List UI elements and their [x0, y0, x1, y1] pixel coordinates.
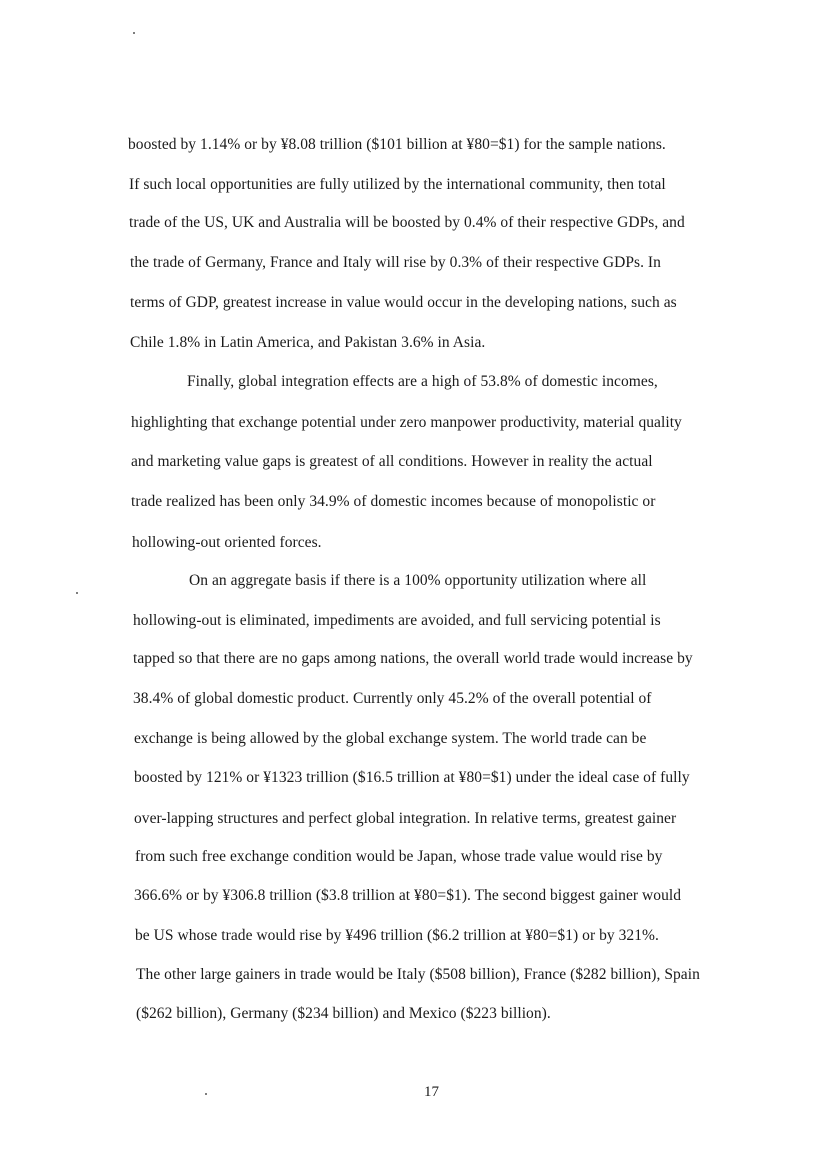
text-line: On an aggregate basis if there is a 100% opportunity utilization where all — [189, 572, 647, 589]
scan-speck — [205, 1093, 207, 1095]
scan-speck — [133, 32, 135, 34]
text-line: over-lapping structures and perfect global integration. In relative terms, greatest gainer — [134, 810, 677, 827]
text-line: boosted by 121% or ¥1323 trillion ($16.5 trillion at ¥80=$1) under the ideal case of fully — [134, 769, 690, 786]
text-line: ($262 billion), Germany ($234 billion) and Mexico ($223 billion). — [136, 1005, 551, 1022]
text-line: trade realized has been only 34.9% of domestic incomes because of monopolistic or — [131, 493, 656, 510]
text-line: from such free exchange condition would be Japan, whose trade value would rise by — [135, 848, 663, 865]
text-line: be US whose trade would rise by ¥496 trillion ($6.2 trillion at ¥80=$1) or by 321%. — [135, 927, 659, 944]
text-line: trade of the US, UK and Australia will be boosted by 0.4% of their respective GDPs, and — [129, 214, 685, 231]
text-line: and marketing value gaps is greatest of all conditions. However in reality the actual — [131, 453, 653, 470]
scan-speck — [76, 592, 78, 594]
text-line: highlighting that exchange potential under zero manpower productivity, material quality — [131, 414, 682, 431]
text-line: 366.6% or by ¥306.8 trillion ($3.8 trillion at ¥80=$1). The second biggest gainer would — [134, 887, 682, 904]
page-number: 17 — [424, 1084, 439, 1100]
text-line: the trade of Germany, France and Italy will rise by 0.3% of their respective GDPs. In — [130, 254, 661, 271]
text-line: hollowing-out is eliminated, impediments are avoided, and full servicing potential is — [133, 612, 661, 629]
text-line: exchange is being allowed by the global exchange system. The world trade can be — [134, 730, 647, 747]
text-line: boosted by 1.14% or by ¥8.08 trillion ($101 billion at ¥80=$1) for the sample nations. — [128, 136, 666, 153]
text-line: Chile 1.8% in Latin America, and Pakistan 3.6% in Asia. — [130, 334, 486, 351]
text-line: If such local opportunities are fully utilized by the international community, then total — [129, 176, 666, 193]
text-line: terms of GDP, greatest increase in value would occur in the developing nations, such as — [130, 294, 677, 311]
text-line: hollowing-out oriented forces. — [132, 534, 322, 551]
text-line: 38.4% of global domestic product. Currently only 45.2% of the overall potential of — [133, 690, 652, 707]
text-line: The other large gainers in trade would be Italy ($508 billion), France ($282 billion), Spain — [136, 966, 700, 983]
text-line: Finally, global integration effects are a high of 53.8% of domestic incomes, — [187, 373, 658, 390]
text-line: tapped so that there are no gaps among nations, the overall world trade would increase by — [133, 650, 693, 667]
